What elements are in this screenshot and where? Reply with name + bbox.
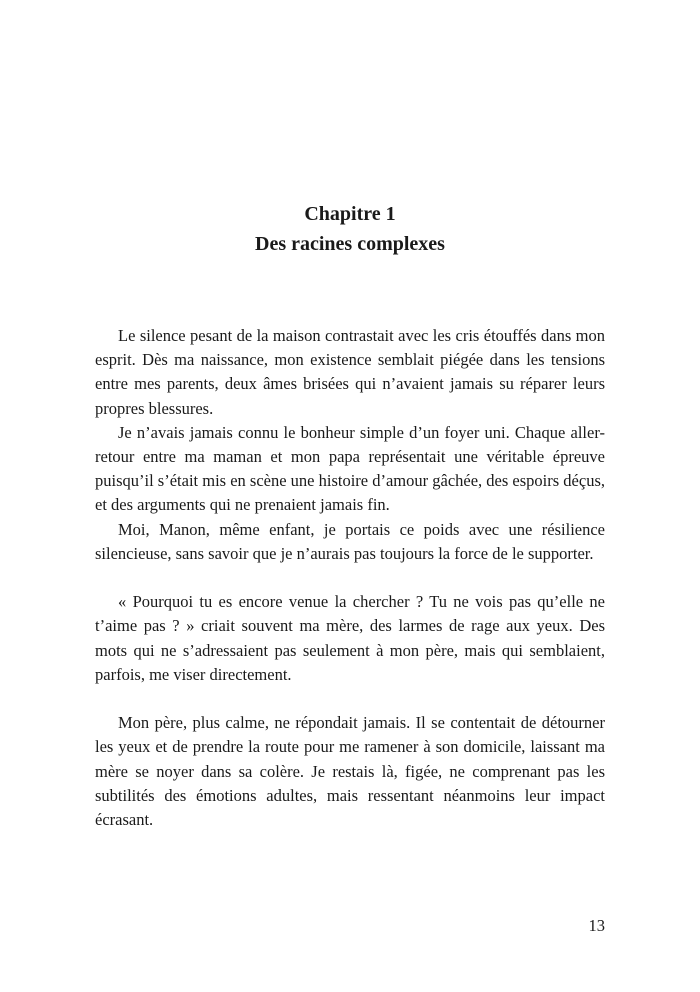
paragraph-3: Moi, Manon, même enfant, je portais ce poids avec une résilience silencieuse, sans savoir que je n’aurais pas toujours la force de le supporter.	[95, 519, 605, 563]
paragraph-1: Le silence pesant de la maison contrastait avec les cris étouffés dans mon esprit. Dès ma naissance, mon existence semblait piégée dans les tensions entre mes parents, deux âmes brisées qui n’avaient jamais su réparer leurs propres blessures.	[95, 326, 605, 418]
paragraph-2: Je n’avais jamais connu le bonheur simple d’un foyer uni. Chaque aller-retour entre ma maman et mon papa représentait une véritable épreuve puisqu’il s’était mis en scène une histoire d’amour gâchée, des espoirs déçus, et des arguments qui ne prenaient jamais fin.	[95, 422, 605, 515]
chapter-heading	[0, 199, 700, 259]
chapter-text	[95, 324, 605, 832]
chapter-number: Chapitre 1	[304, 203, 396, 225]
paragraph-4-dialogue: « Pourquoi tu es encore venue la chercher ? Tu ne vois pas qu’elle ne t’aime pas ? » criait souvent ma mère, des larmes de rage aux yeux. Des mots qui ne s’adressaient pas seulement à mon père, mais qui semblaient, parfois, me viser directement.	[95, 592, 605, 684]
chapter-title: Des racines complexes	[255, 233, 445, 255]
paragraph-5: Mon père, plus calme, ne répondait jamais. Il se contentait de détourner les yeux et de prendre la route pour me ramener à son domicile, laissant ma mère se noyer dans sa colère. Je restais là, figée, ne comprenant pas les subtilités des émotions adultes, mais ressentant néanmoins leur impact écrasant.	[95, 713, 605, 830]
page-number: 13	[588, 916, 605, 935]
